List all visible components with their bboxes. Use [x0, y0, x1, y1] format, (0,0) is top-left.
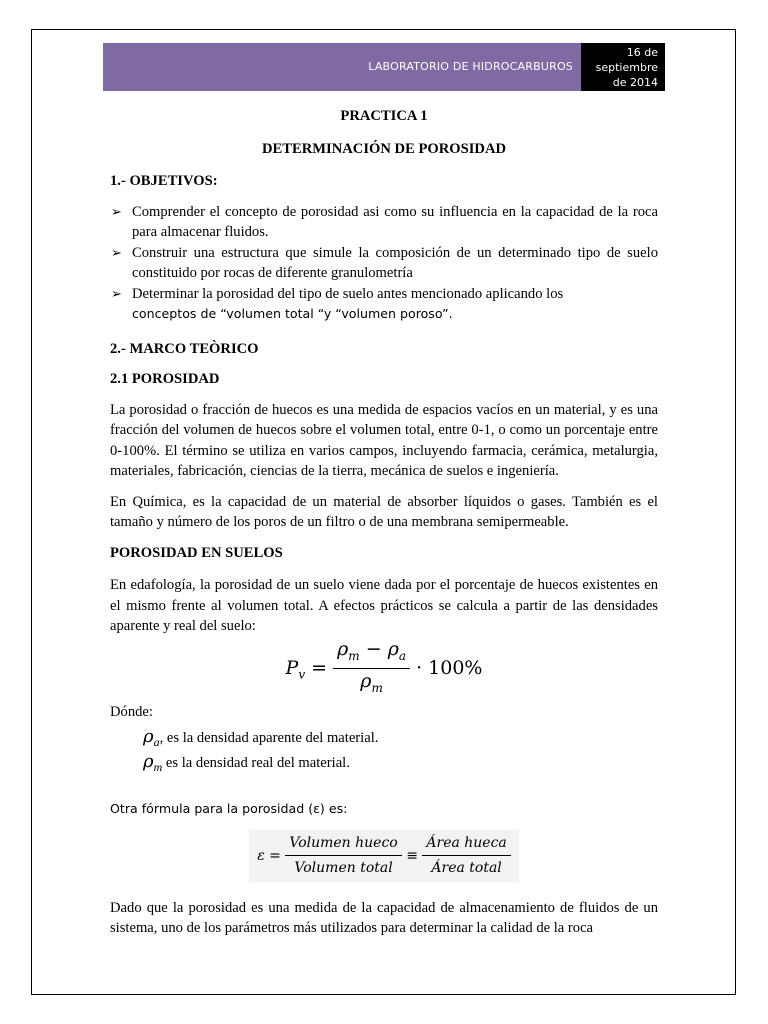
def-density-aparente: $\rho_a$, es la densidad aparente del material.: [143, 725, 379, 749]
date-line-2: septiembre: [595, 61, 658, 74]
otra-formula-label: Otra fórmula para la porosidad (ε) es:: [110, 801, 348, 817]
marco-paragraph-2: En Química, es la capacidad de un material de absorber líquidos o gases. También es el tamaño y número de los poros de un filtro o de una membrana semipermeable.: [110, 493, 658, 530]
porosidad-heading: 2.1 POROSIDAD: [110, 371, 220, 387]
date-line-1: 16 de: [626, 46, 658, 59]
list-item: ➢ Construir una estructura que simule la composición de un determinado tipo de suelo constituido por rocas de diferente granulometría: [111, 244, 658, 281]
marco-paragraph-1: La porosidad o fracción de huecos es una medida de espacios vacíos en un material, y es una fracción del volumen de huecos sobre el volumen total, entre 0-1, o como un porcentaje entre 0-100%. El término se utiliza en varios campos, incluyendo farmacia, cerámica, metalurgia, materiales, fabricación, ciencias de la tierra, mecánica de suelos e ingeniería.: [110, 401, 658, 479]
document-subtitle: DETERMINACIÓN DE POROSIDAD: [261, 140, 507, 157]
list-item: ➢ Comprender el concepto de porosidad asi como su influencia en la capacidad de la roca para almacenar fluidos.: [111, 203, 658, 240]
header-bar: [103, 43, 581, 91]
list-item: ➢ Determinar la porosidad del tipo de suelo antes mencionado aplicando los conceptos de “volumen total “y “volumen poroso”.: [111, 285, 564, 321]
definitions: [110, 727, 658, 778]
suelos-heading: POROSIDAD EN SUELOS: [110, 544, 283, 561]
objetivos-heading: 1.- OBJETIVOS:: [110, 173, 218, 189]
practica-title: PRACTICA 1: [340, 108, 428, 124]
objetivos-list: [110, 202, 658, 325]
header-title: LABORATORIO DE HIDROCARBUROS: [368, 60, 573, 73]
donde-label: Dónde:: [110, 704, 153, 721]
arrow-bullet-icon: ➢: [111, 203, 122, 219]
header-date: [581, 43, 665, 91]
marco-heading: 2.- MARCO TEÒRICO: [110, 340, 259, 357]
date-line-3: de 2014: [612, 76, 658, 89]
porosity-formula-2: ε = $\frac{\text{Volumen hueco}}{\text{Volumen total}}$ ≡ $\frac{\text{Área hueca}}{\text{Área total}}$: [110, 830, 658, 882]
def-density-real: $\rho_m$ es la densidad real del material.: [143, 751, 350, 774]
objetivos-item3-tail: conceptos de “volumen total “y “volumen poroso”.: [132, 306, 453, 321]
document-body: [110, 106, 658, 939]
formula-fraction: $\frac{\rho_m - \rho_a}{\rho_m}$: [333, 639, 410, 699]
suelos-paragraph: En edafología, la porosidad de un suelo viene dada por el porcentaje de huecos existentes en el mismo frente al volumen total. A efectos prácticos se calcula a partir de las densidades aparente y real del suelo:: [110, 577, 658, 634]
arrow-bullet-icon: ➢: [111, 285, 122, 301]
porosity-formula: $P_v$ = $\frac{\rho_m - \rho_a}{\rho_m}$ · 100%: [110, 639, 658, 699]
final-paragraph: Dado que la porosidad es una medida de la capacidad de almacenamiento de fluidos de un sistema, uno de los parámetros más utilizados para determinar la calidad de la roca: [110, 899, 658, 937]
arrow-bullet-icon: ➢: [111, 244, 122, 260]
